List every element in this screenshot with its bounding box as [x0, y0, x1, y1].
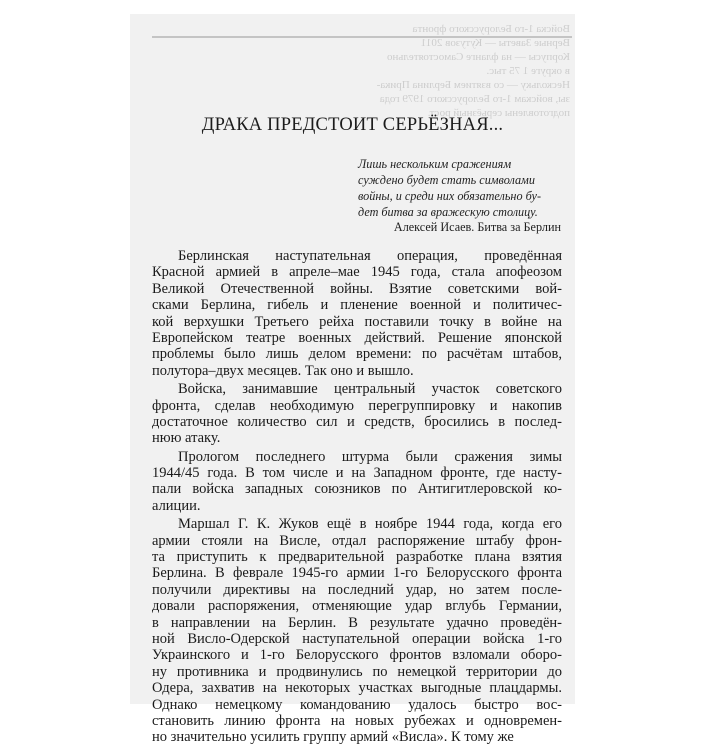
epigraph-line: суждено будет стать символами	[358, 173, 535, 187]
book-page	[130, 14, 575, 746]
paragraph	[152, 248, 562, 379]
bleed-through-line: в округе 1 75 тыс.	[486, 65, 570, 77]
paragraph-line: та приступить к предварительной разработке плана взятия	[152, 549, 562, 566]
bleed-through-line: Верные Заветы — Кутузов 2011	[420, 37, 570, 49]
bleed-through-line: Войска 1-го Белорусского фронта	[412, 23, 570, 35]
epigraph	[358, 156, 561, 220]
paragraph-line: довали распоряжения, отменяющие удар вглубь Германии,	[152, 598, 562, 615]
paragraph-line: становить линию фронта на новых рубежах и одновремен-	[152, 712, 562, 729]
paragraph-line: получили директивы на последний удар, но затем после-	[152, 581, 562, 598]
paragraph-line: Прологом последнего штурма были сражения зимы	[178, 448, 562, 465]
paragraph-line: Украинского и 1-го Белорусского фронтов взломали оборо-	[152, 647, 562, 664]
paragraph	[152, 449, 562, 515]
paragraph-line: сками Берлина, гибель и пленение военной и политичес-	[152, 297, 562, 314]
paragraph-line: в направлении на Берлин. В результате удачно проведён-	[152, 614, 562, 631]
paragraph-line: Великой Отечественной войны. Взятие советскими вой-	[152, 280, 562, 297]
paragraph-line: фронта, сделав необходимую перегруппировку и накопив	[152, 397, 562, 414]
bleed-through-line: подготовлены серьёзный рост.	[427, 107, 570, 119]
paragraph-line: Европейском театре военных действий. Решение японской	[152, 329, 562, 346]
paragraph-line: Красной армией в апреле–мае 1945 года, стала апофеозом	[152, 264, 562, 281]
bleed-through-line: зы, войскам 1-го Белорусского 1979 года	[379, 93, 570, 105]
paragraph-line: проблемы было лишь делом времени: по расчётам штабов,	[152, 346, 562, 363]
paragraph-line: кой верхушки Третьего рейха поставили точку в войне на	[152, 313, 562, 330]
paragraph-line: 1944/45 года. В том числе и на Западном фронте, где насту-	[152, 465, 562, 482]
paragraph-line: ной Висло-Одерской наступательной операции войска 1-го	[152, 630, 562, 647]
epigraph-line: войны, и среди них обязательно бу-	[358, 189, 542, 203]
paragraph-line: Одера, захватив на некоторых участках выгодные плацдармы.	[152, 680, 562, 697]
epigraph-source: Алексей Исаев. Битва за Берлин	[393, 220, 561, 234]
paragraph-line: армии стояли на Висле, отдал распоряжение штабу фрон-	[152, 532, 562, 549]
paragraph-line: достаточное количество сил и средств, бросились в послед-	[152, 413, 562, 430]
paragraph-line: но значительно усилить группу армий «Висла». К тому же	[152, 729, 514, 746]
paragraph-line: Войска, занимавшие центральный участок советского	[178, 381, 562, 398]
paragraph-line: Маршал Г. К. Жуков ещё в ноябре 1944 года, когда его	[178, 516, 562, 533]
paragraph-line: Однако немецкому командованию удалось быстро вос-	[152, 696, 562, 713]
chapter-title: ДРАКА ПРЕДСТОИТ СЕРЬЁЗНАЯ...	[201, 115, 504, 135]
paragraph-line: Берлинская наступательная операция, проведённая	[178, 248, 562, 264]
paragraph	[152, 381, 562, 447]
epigraph-line: Лишь нескольким сражениям	[358, 157, 512, 171]
paragraph-line: алиции.	[152, 497, 201, 514]
paragraph-line: полутора–двух месяцев. Так оно и вышло.	[152, 362, 414, 379]
bleed-through-line: Корпусы — на фланге Самостоятельно	[386, 51, 570, 63]
epigraph-line: дет битва за вражескую столицу.	[358, 205, 538, 219]
bleed-through-line: Нескольку — со взятием Берлина Прика-	[376, 79, 570, 91]
header-rule	[152, 36, 572, 38]
body-text	[152, 248, 562, 748]
paragraph-line: пали войска западных союзников по Антигитлеровской ко-	[152, 481, 562, 498]
paragraph	[152, 516, 562, 745]
paragraph-line: ну противника и продвинулись по немецкой территории до	[152, 663, 562, 680]
paragraph-line: Берлина. В феврале 1945-го армии 1-го Белорусского фронта	[152, 565, 562, 582]
paragraph-line: нюю атаку.	[152, 430, 221, 447]
